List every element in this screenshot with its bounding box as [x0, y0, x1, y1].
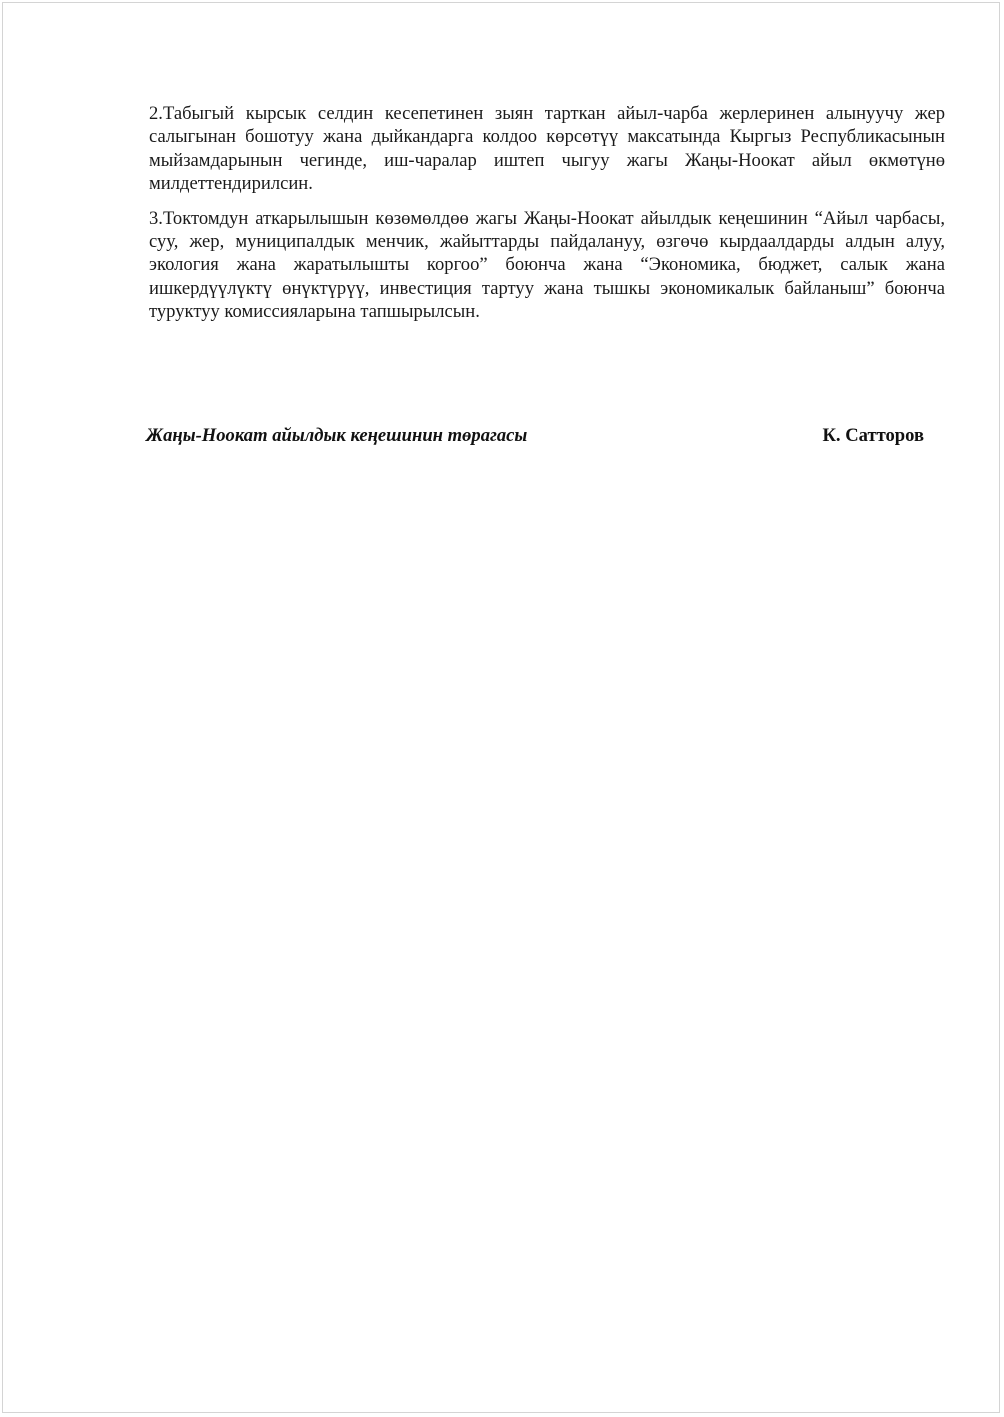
signature-title: Жаңы-Ноокат айылдык кеңешинин төрагасы: [146, 425, 528, 446]
document-body: [149, 102, 945, 335]
signature-block: [146, 424, 924, 448]
paragraph-3: 3.Токтомдун аткарылышын көзөмөлдөө жагы Жаңы-Ноокат айылдык кеңешинин “Айыл чарбасы, суу, жер, муниципалдык менчик, жайыттарды пайдалануу, өзгөчө кырдаалдарды алдын алуу, экология жана жаратылышты коргоо” боюнча жана “Экономика, бюджет, салык жана ишкердүүлүктү өнүктүрүү, инвестиция тартуу жана тышкы экономикалык байланыш” боюнча туруктуу комиссияларына тапшырылсын.: [149, 207, 945, 323]
signature-name: К. Сатторов: [822, 425, 924, 446]
paragraph-2: 2.Табыгый кырсык селдин кесепетинен зыян тарткан айыл-чарба жерлеринен алынуучу жер салыгынан бошотуу жана дыйкандарга колдоо көрсөтүү максатында Кыргыз Республикасынын мыйзамдарынын чегинде, иш-чаралар иштеп чыгуу жагы Жаңы-Ноокат айыл өкмөтүнө милдеттендирилсин.: [149, 103, 945, 195]
document-page: [2, 2, 1000, 1413]
